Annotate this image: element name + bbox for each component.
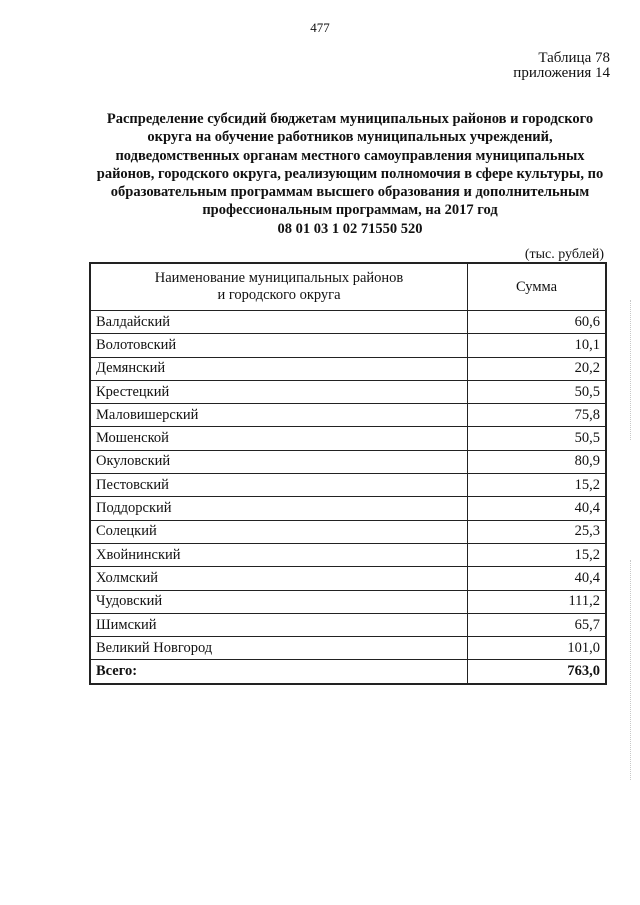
header-district-name: Наименование муниципальных районов и городского округа xyxy=(90,263,468,311)
district-name: Солецкий xyxy=(90,520,468,543)
table-row xyxy=(90,311,606,334)
district-name: Маловишерский xyxy=(90,404,468,427)
table-row xyxy=(90,613,606,636)
table-row xyxy=(90,404,606,427)
district-name: Великий Новгород xyxy=(90,637,468,660)
document-title xyxy=(90,110,610,238)
total-label: Всего: xyxy=(90,660,468,684)
total-row xyxy=(90,660,606,684)
district-name: Демянский xyxy=(90,357,468,380)
total-amount: 763,0 xyxy=(468,660,607,684)
district-amount: 60,6 xyxy=(468,311,607,334)
district-name: Холмский xyxy=(90,567,468,590)
district-amount: 50,5 xyxy=(468,380,607,403)
district-name: Пестовский xyxy=(90,474,468,497)
table-row xyxy=(90,497,606,520)
district-amount: 10,1 xyxy=(468,334,607,357)
table-row xyxy=(90,380,606,403)
annex-reference xyxy=(513,51,610,81)
table-row xyxy=(90,450,606,473)
district-name: Крестецкий xyxy=(90,380,468,403)
district-amount: 80,9 xyxy=(468,450,607,473)
title-text: Распределение субсидий бюджетам муниципальных районов и городского округа на обучение работников муниципальных учреждений, подведомственных органам местного самоуправления муниципальных районов, городского округа, реализующим полномочия в сфере культуры, по образовательным программам высшего образования и дополнительным профессиональным программам, на 2017 год xyxy=(96,111,604,219)
district-amount: 75,8 xyxy=(468,404,607,427)
table-row xyxy=(90,637,606,660)
district-name: Мошенской xyxy=(90,427,468,450)
district-amount: 25,3 xyxy=(468,520,607,543)
annex-table-label: Таблица 78 xyxy=(538,50,610,66)
table-row xyxy=(90,543,606,566)
district-amount: 20,2 xyxy=(468,357,607,380)
header-amount: Сумма xyxy=(468,263,607,311)
district-amount: 65,7 xyxy=(468,613,607,636)
table-header-row xyxy=(90,263,606,311)
page-number: 477 xyxy=(310,20,330,35)
table-row xyxy=(90,474,606,497)
district-amount: 40,4 xyxy=(468,497,607,520)
district-name: Окуловский xyxy=(90,450,468,473)
district-amount: 40,4 xyxy=(468,567,607,590)
district-amount: 50,5 xyxy=(468,427,607,450)
scan-artifact xyxy=(630,560,632,780)
table-row xyxy=(90,427,606,450)
table-row xyxy=(90,590,606,613)
district-name: Валдайский xyxy=(90,311,468,334)
district-name: Волотовский xyxy=(90,334,468,357)
subsidy-table xyxy=(89,262,607,685)
district-amount: 15,2 xyxy=(468,543,607,566)
table-row xyxy=(90,567,606,590)
budget-code: 08 01 03 1 02 71550 520 xyxy=(277,220,423,237)
scan-artifact xyxy=(630,300,632,440)
units-label: (тыс. рублей) xyxy=(524,247,604,262)
table-row xyxy=(90,520,606,543)
annex-appendix-label: приложения 14 xyxy=(513,65,610,81)
district-name: Шимский xyxy=(90,613,468,636)
district-amount: 101,0 xyxy=(468,637,607,660)
table-row xyxy=(90,334,606,357)
district-amount: 111,2 xyxy=(468,590,607,613)
district-amount: 15,2 xyxy=(468,474,607,497)
district-name: Хвойнинский xyxy=(90,543,468,566)
district-name: Поддорский xyxy=(90,497,468,520)
district-name: Чудовский xyxy=(90,590,468,613)
table-row xyxy=(90,357,606,380)
